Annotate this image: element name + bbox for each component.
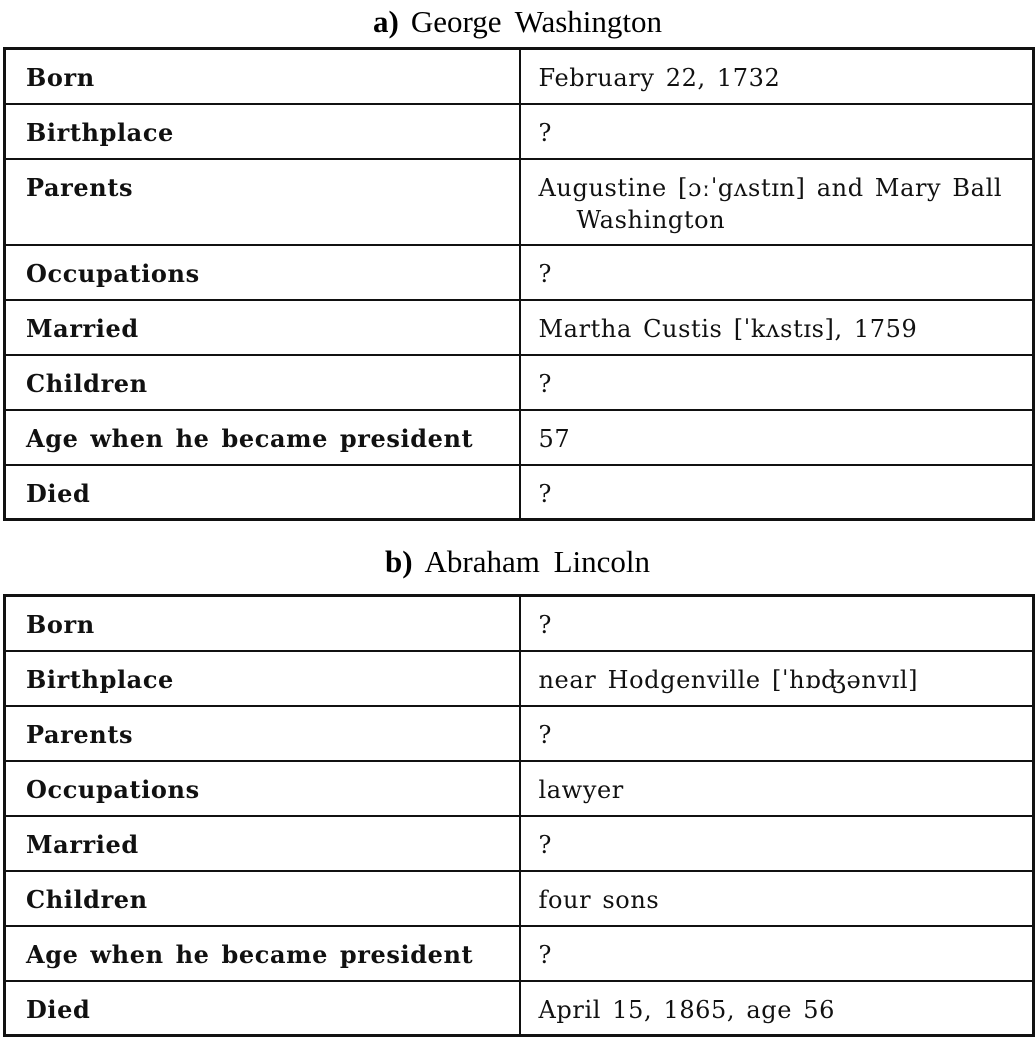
row-value: ?: [520, 104, 1034, 159]
washington-fact-table: [3, 47, 1035, 521]
table-row: [5, 706, 1034, 761]
table-row: [5, 596, 1034, 651]
table-row: [5, 926, 1034, 981]
row-label: Died: [5, 981, 520, 1036]
row-value: [520, 159, 1034, 245]
table-row: [5, 245, 1034, 300]
row-value: April 15, 1865, age 56: [520, 981, 1034, 1036]
table-row: [5, 871, 1034, 926]
row-label: Age when he became president: [5, 410, 520, 465]
table-row: [5, 104, 1034, 159]
section-title-washington: [0, 4, 1035, 40]
row-value: ?: [520, 706, 1034, 761]
row-value: ?: [520, 355, 1034, 410]
row-label: Birthplace: [5, 104, 520, 159]
table-row: [5, 465, 1034, 520]
row-label: Occupations: [5, 761, 520, 816]
row-label: Children: [5, 871, 520, 926]
row-value: ?: [520, 245, 1034, 300]
section-letter: a): [372, 4, 399, 39]
table-row: [5, 981, 1034, 1036]
row-value: ?: [520, 926, 1034, 981]
row-label: Born: [5, 596, 520, 651]
table-row: [5, 761, 1034, 816]
row-label: Married: [5, 816, 520, 871]
row-value-text: Augustine [ɔːˈgʌstɪn] and Mary Ball Washington: [538, 173, 1003, 234]
table-row: [5, 49, 1034, 104]
lincoln-fact-table: [3, 594, 1035, 1037]
row-value: ?: [520, 816, 1034, 871]
table-row: [5, 300, 1034, 355]
row-value: ?: [520, 465, 1034, 520]
row-label: Birthplace: [5, 651, 520, 706]
row-label: Occupations: [5, 245, 520, 300]
row-value: near Hodgenville [ˈhɒʤənvɪl]: [520, 651, 1034, 706]
row-label: Children: [5, 355, 520, 410]
row-label: Parents: [5, 706, 520, 761]
row-value: ?: [520, 596, 1034, 651]
table-row: [5, 816, 1034, 871]
row-value: Martha Custis [ˈkʌstɪs], 1759: [520, 300, 1034, 355]
row-label: Parents: [5, 159, 520, 245]
table-row: [5, 355, 1034, 410]
section-letter: b): [384, 544, 413, 579]
person-name: George Washington: [410, 4, 662, 39]
table-row: [5, 410, 1034, 465]
row-value: 57: [520, 410, 1034, 465]
row-value: four sons: [520, 871, 1034, 926]
table-row: [5, 651, 1034, 706]
row-label: Married: [5, 300, 520, 355]
row-label: Age when he became president: [5, 926, 520, 981]
row-label: Died: [5, 465, 520, 520]
table-row: [5, 159, 1034, 245]
section-title-lincoln: [0, 544, 1035, 580]
row-value: lawyer: [520, 761, 1034, 816]
row-label: Born: [5, 49, 520, 104]
row-value: February 22, 1732: [520, 49, 1034, 104]
person-name: Abraham Lincoln: [424, 544, 651, 579]
